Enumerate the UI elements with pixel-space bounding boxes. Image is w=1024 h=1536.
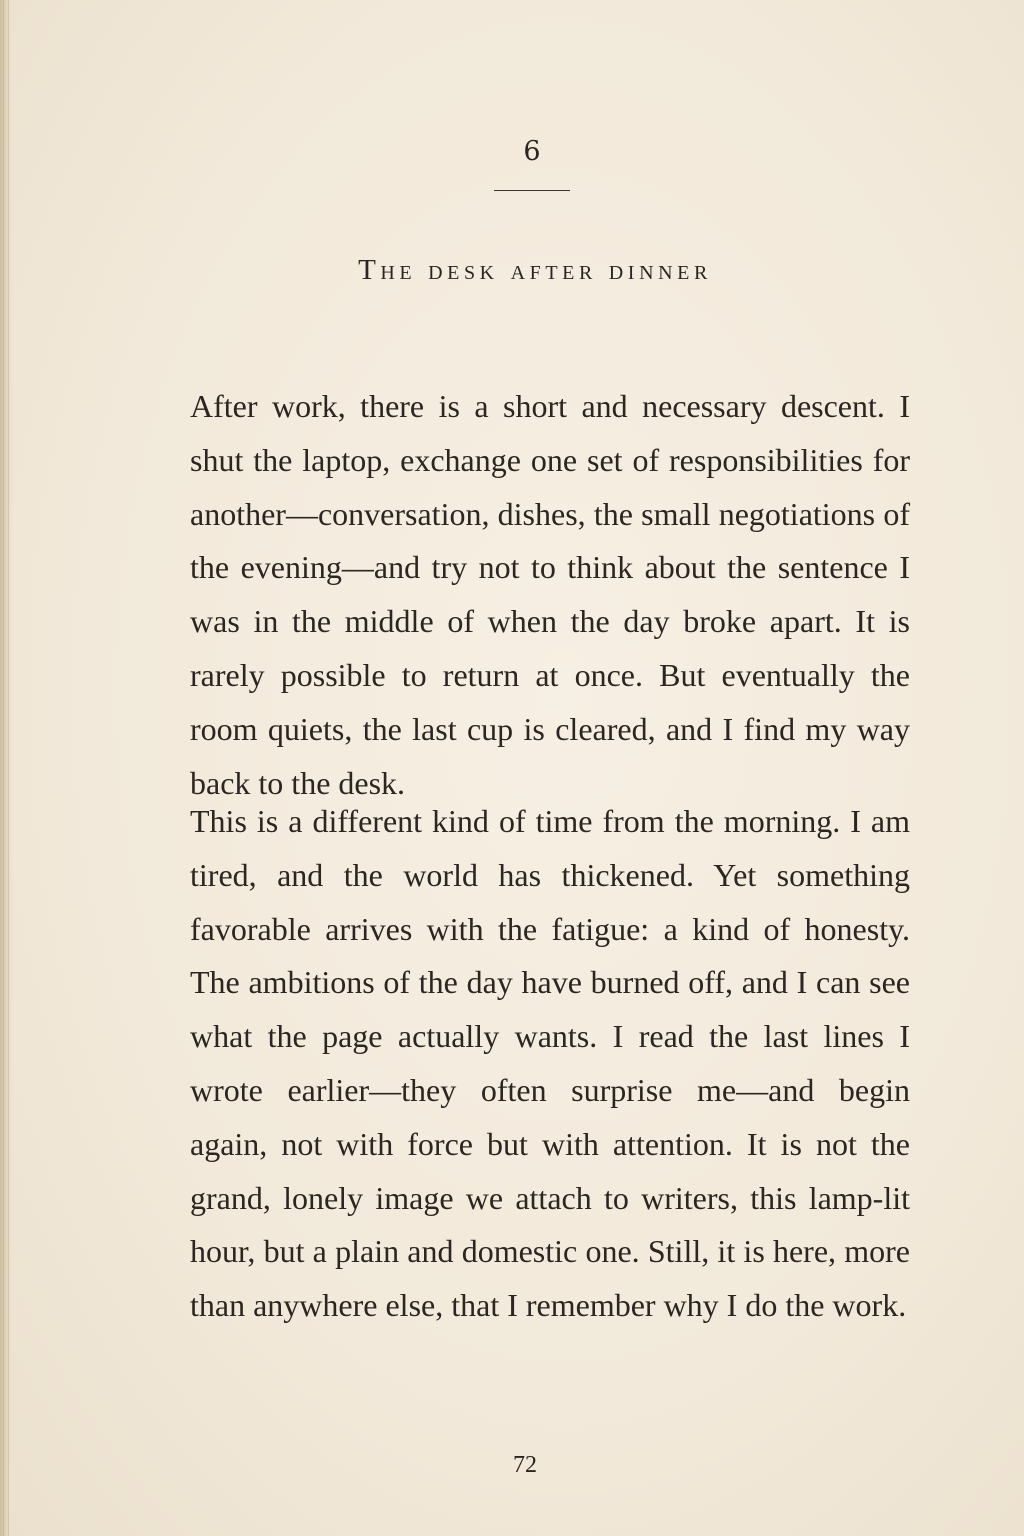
page-number: 72	[513, 1452, 537, 1478]
body-paragraph: After work, there is a short and necessary descent. I shut the laptop, exchange one set of responsibilities for another—conversation, dishes, the small negotiations of the evening—and try not to think about the sentence I was in the middle of when the day broke apart. It is rarely possible to return at once. But eventually the room quiets, the last cup is cleared, and I find my way back to the desk.	[190, 388, 910, 801]
chapter-number: 6	[523, 136, 541, 167]
page-edge-line	[8, 0, 9, 1536]
chapter-title: The desk after dinner	[358, 254, 712, 286]
page-edge-line	[3, 0, 4, 1536]
body-paragraph: This is a different kind of time from the morning. I am tired, and the world has thickened. Yet something favorable arrives with the fatigue: a kind of honesty. The ambitions of the day have burned off, and I can see what the page actually wants. I read the last lines I wrote earlier—they often surprise me—and begin again, not with force but with attention. It is not the grand, lonely image we attach to writers, this lamp-lit hour, but a plain and domestic one. Still, it is here, more than anywhere else, that I remember why I do the work.	[190, 803, 910, 1324]
chapter-divider-rule	[494, 190, 570, 191]
